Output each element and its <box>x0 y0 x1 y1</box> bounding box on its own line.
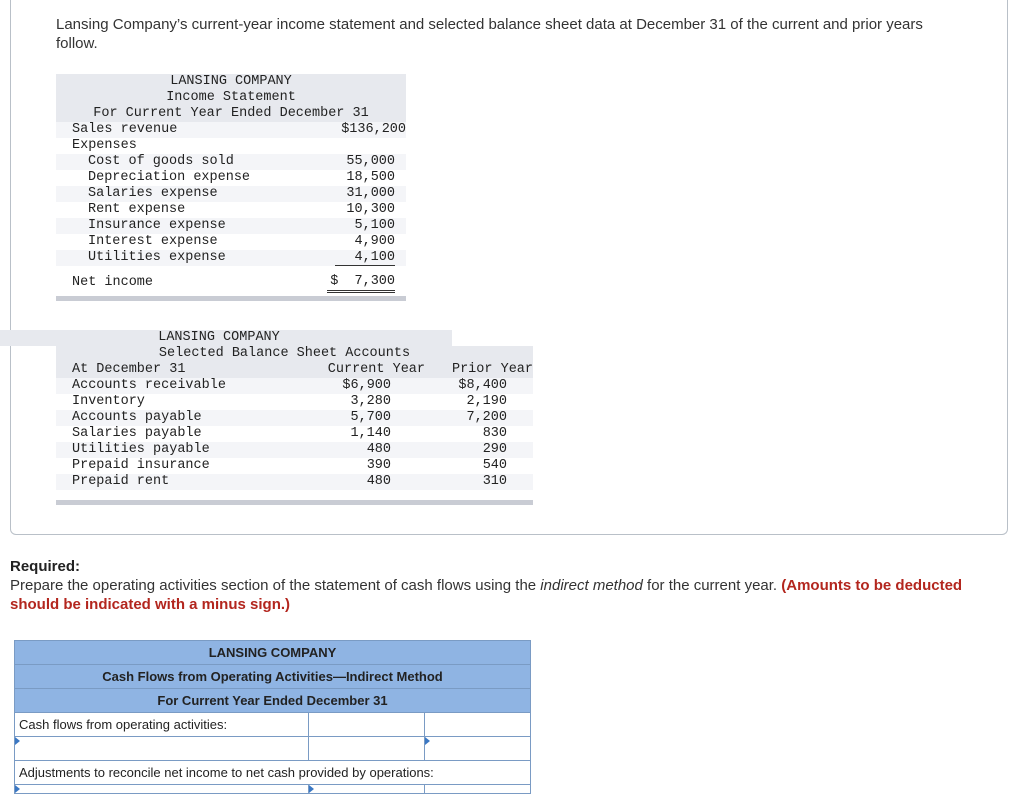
bs-row <box>56 378 533 394</box>
bs-row-prior: 290 <box>482 442 507 457</box>
cf-input-amount-2[interactable] <box>309 785 425 794</box>
is-sales-label: Sales revenue <box>72 122 178 137</box>
bs-row <box>56 442 533 458</box>
dropdown-marker-icon <box>15 785 20 793</box>
bs-row <box>56 426 533 442</box>
dropdown-marker-icon <box>425 737 430 745</box>
is-expense-row <box>56 234 406 250</box>
bs-row-current: 480 <box>366 442 391 457</box>
bs-row-label: Inventory <box>72 394 145 409</box>
bs-row-prior: 310 <box>482 474 507 489</box>
bs-row-label: Accounts receivable <box>72 378 226 393</box>
dropdown-marker-icon <box>309 785 314 793</box>
is-sales-row <box>56 122 406 138</box>
required-heading: Required: <box>10 558 81 575</box>
dropdown-marker-icon <box>15 737 20 745</box>
bs-title: Selected Balance Sheet Accounts <box>56 346 533 362</box>
bs-row-list <box>56 378 533 490</box>
required-red-note: (Amounts to be deducted should be indicated with a minus sign.) <box>10 577 963 613</box>
bs-row-prior: 7,200 <box>466 410 507 425</box>
is-expense-label: Rent expense <box>88 202 186 217</box>
bs-row-label: Salaries payable <box>72 426 202 441</box>
bs-col-label: At December 31 <box>72 362 186 377</box>
cf-input-label-1[interactable] <box>15 737 309 761</box>
is-expense-row <box>56 154 406 170</box>
is-expense-row <box>56 186 406 202</box>
cf-input-label-2[interactable] <box>15 785 309 794</box>
is-expense-value: 4,100 <box>335 250 395 266</box>
is-expense-label: Insurance expense <box>88 218 226 233</box>
is-bottom-bar <box>56 296 406 301</box>
cf-input-total-2[interactable] <box>425 785 531 794</box>
bs-header-row <box>56 362 533 378</box>
bs-row-prior: 2,190 <box>466 394 507 409</box>
intro-text: Lansing Company’s current-year income statement and selected balance sheet data at December 31 of the current and prior years follow. <box>56 16 923 52</box>
is-company: LANSING COMPANY <box>56 74 406 90</box>
bs-bottom-bar <box>56 500 533 505</box>
is-expense-value: 31,000 <box>346 186 395 201</box>
is-expenses-label: Expenses <box>72 138 137 153</box>
is-expense-label: Salaries expense <box>88 186 218 201</box>
is-expense-label: Cost of goods sold <box>88 154 234 169</box>
bs-row <box>56 474 533 490</box>
bs-row-label: Prepaid rent <box>72 474 170 489</box>
bs-row-prior: 540 <box>482 458 507 473</box>
is-expense-label: Depreciation expense <box>88 170 251 185</box>
is-expense-value: 18,500 <box>346 170 395 185</box>
required-text-after: for the current year. <box>642 577 782 594</box>
is-expense-label: Interest expense <box>88 234 218 249</box>
is-expense-row <box>56 202 406 218</box>
bs-col-prior: Prior Year <box>451 362 533 377</box>
income-statement <box>56 74 406 301</box>
cash-flow-table <box>14 640 531 794</box>
bs-row-current: $6,900 <box>342 378 391 393</box>
required-text: Prepare the operating activities section of the statement of cash flows using the <box>10 577 541 594</box>
is-expenses-row <box>56 138 406 154</box>
is-expense-value: 4,900 <box>354 234 395 249</box>
is-title: Income Statement <box>56 90 406 106</box>
cf-period: For Current Year Ended December 31 <box>15 689 531 713</box>
is-net-income-value: $ 7,300 <box>327 274 395 293</box>
bs-col-current: Current Year <box>327 362 425 377</box>
is-net-income-row <box>56 270 406 296</box>
bs-row-label: Prepaid insurance <box>72 458 210 473</box>
bs-row-prior: $8,400 <box>458 378 507 393</box>
balance-sheet <box>56 330 533 505</box>
bs-row <box>56 458 533 474</box>
bs-row-current: 390 <box>366 458 391 473</box>
bs-row-current: 5,700 <box>350 410 391 425</box>
is-expense-value: 10,300 <box>346 202 395 217</box>
bs-row-current: 1,140 <box>350 426 391 441</box>
is-net-income-label: Net income <box>72 275 154 290</box>
is-period: For Current Year Ended December 31 <box>56 106 406 122</box>
is-expense-row <box>56 218 406 234</box>
cf-company: LANSING COMPANY <box>15 641 531 665</box>
bs-row-label: Accounts payable <box>72 410 202 425</box>
bs-row-current: 480 <box>366 474 391 489</box>
cf-adjust-label: Adjustments to reconcile net income to net cash provided by operations: <box>15 761 531 785</box>
cf-input-total-1[interactable] <box>425 737 531 761</box>
cf-empty-cell <box>309 713 425 737</box>
cf-section-label: Cash flows from operating activities: <box>15 713 309 737</box>
is-sales-value: $136,200 <box>341 122 406 137</box>
bs-company: LANSING COMPANY <box>0 330 452 346</box>
bs-row <box>56 410 533 426</box>
bs-row <box>56 394 533 410</box>
required-italic: indirect method <box>540 577 643 594</box>
bs-row-prior: 830 <box>482 426 507 441</box>
is-expense-row <box>56 250 406 266</box>
cf-input-amount-1[interactable] <box>309 737 425 761</box>
cf-empty-cell <box>425 713 531 737</box>
bs-row-current: 3,280 <box>350 394 391 409</box>
is-expense-row <box>56 170 406 186</box>
cf-title: Cash Flows from Operating Activities—Indirect Method <box>15 665 531 689</box>
required-section <box>10 557 1010 614</box>
is-expense-label: Utilities expense <box>88 250 226 265</box>
is-expense-value: 55,000 <box>346 154 395 169</box>
is-expense-value: 5,100 <box>354 218 395 233</box>
is-expense-list <box>56 154 406 266</box>
bs-row-label: Utilities payable <box>72 442 210 457</box>
